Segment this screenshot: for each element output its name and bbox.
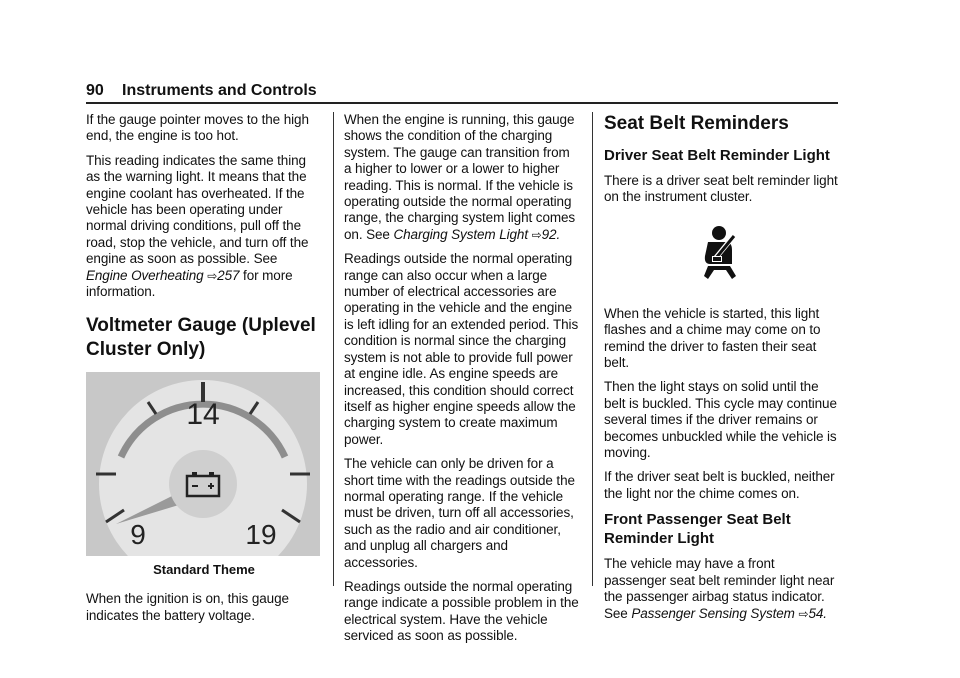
page-header: [86, 82, 838, 104]
passenger-reminder-subheading: Front Passenger Seat Belt Reminder Light: [604, 511, 791, 548]
page-number: 90: [86, 82, 104, 99]
voltmeter-heading: Voltmeter Gauge (Uplevel Cluster Only): [86, 315, 316, 361]
cross-reference-link[interactable]: Charging System Light: [393, 226, 528, 242]
paragraph: Readings outside the normal operating range indicate a possible problem in the electrical system. Have the vehicle serviced as soon as possible.: [344, 578, 579, 644]
paragraph: The vehicle can only be driven for a short time with the readings outside the normal operating range. If the vehicle must be driven, turn off all accessories, such as the radio and air conditioner, and unplug all chargers and accessories.: [344, 456, 575, 570]
paragraph-text: This reading indicates the same thing as the warning light. It means that the engine coolant has overheated. If the vehicle has been operating under normal driving conditions, pull off the road, stop the vehicle, and turn off the engine as soon as possible. See: [86, 152, 309, 267]
column-divider: [592, 112, 593, 586]
paragraph-text: When the engine is running, this gauge shows the condition of the charging system. The gauge can transition from a higher to lower or a lower to higher reading. This is normal. If the vehicle is operating outside the normal operating range, the charging system light comes on. See: [344, 112, 576, 242]
column-3: [604, 112, 840, 630]
gauge-label-high: 19: [245, 519, 277, 551]
paragraph: When the vehicle is started, this light flashes and a chime may come on to remind the driver to fasten their seat belt.: [604, 305, 821, 371]
paragraph: There is a driver seat belt reminder light on the instrument cluster.: [604, 173, 838, 205]
paragraph: If the driver seat belt is buckled, neither the light nor the chime comes on.: [604, 469, 835, 501]
paragraph-text: .: [556, 226, 561, 242]
cross-reference-link[interactable]: Engine Overheating: [86, 267, 204, 283]
paragraph: When the ignition is on, this gauge indicates the battery voltage.: [86, 591, 289, 623]
header-rule: [86, 102, 838, 104]
column-2: [344, 112, 580, 653]
cross-reference-link[interactable]: Passenger Sensing System: [631, 605, 795, 621]
paragraph: [344, 112, 580, 243]
driver-reminder-subheading: Driver Seat Belt Reminder Light: [604, 147, 830, 164]
seat-belt-icon: [692, 224, 752, 284]
paragraph: [86, 153, 322, 301]
paragraph-text: for more information.: [86, 267, 293, 300]
arrow-icon: ⇨: [531, 227, 542, 242]
gauge-label-low: 9: [130, 519, 146, 551]
paragraph: Readings outside the normal operating range can also occur when a large number of electrical accessories are operating in the vehicle and the engine is left idling for an extended period. This condition is normal since the charging system is not able to provide full power at engine idle. As engine speeds are increased, this condition should correct itself as higher engine speeds allow the charging system to create maximum power.: [344, 251, 579, 447]
paragraph: If the gauge pointer moves to the high end, the engine is too hot.: [86, 112, 309, 144]
paragraph: Then the light stays on solid until the belt is buckled. This cycle may continue several times if the driver remains or becomes unbuckled while the vehicle is moving.: [604, 379, 837, 461]
paragraph-text: .: [823, 605, 827, 621]
arrow-icon: ⇨: [207, 268, 218, 283]
paragraph-text: The vehicle may have a front passenger seat belt reminder light near the passenger airbag status indicator. See: [604, 556, 835, 621]
gauge-label-mid: 14: [186, 398, 220, 432]
arrow-icon: ⇨: [798, 606, 809, 621]
figure-caption: Standard Theme: [153, 562, 255, 578]
page-reference[interactable]: 257: [217, 267, 240, 283]
paragraph: [604, 556, 840, 622]
section-title: Instruments and Controls: [122, 82, 317, 99]
page-reference[interactable]: 54: [808, 605, 824, 621]
column-divider: [333, 112, 334, 586]
column-1: [86, 112, 322, 632]
seat-belt-heading: Seat Belt Reminders: [604, 113, 789, 134]
voltmeter-gauge-image: [86, 372, 320, 556]
page-reference[interactable]: 92: [541, 226, 557, 242]
